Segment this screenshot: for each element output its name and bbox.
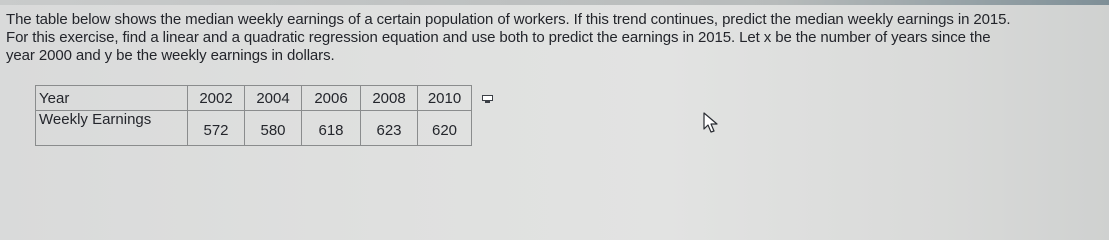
earnings-cell: 618 (302, 111, 361, 146)
earnings-cell: 572 (188, 111, 245, 146)
year-cell: 2004 (245, 86, 302, 111)
year-cell: 2008 (361, 86, 418, 111)
window-top-strip (0, 0, 1109, 5)
year-row (36, 86, 472, 111)
copy-data-icon[interactable] (482, 91, 493, 100)
earnings-cell: 580 (245, 111, 302, 146)
problem-line-2: For this exercise, find a linear and a quadratic regression equation and use both to predict the earnings in 2015. Let x be the number of years since the (6, 29, 991, 46)
earnings-cell: 623 (361, 111, 418, 146)
earnings-table (35, 85, 472, 146)
year-header: Year (36, 86, 188, 111)
year-cell: 2010 (418, 86, 472, 111)
cropped-text-fragment (38, 140, 138, 146)
earnings-cell: 620 (418, 111, 472, 146)
problem-statement (6, 11, 1101, 65)
mouse-pointer-icon (702, 112, 720, 134)
year-cell: 2006 (302, 86, 361, 111)
earnings-header: Weekly Earnings (36, 111, 188, 146)
problem-line-3: year 2000 and y be the weekly earnings in dollars. (6, 47, 335, 64)
year-cell: 2002 (188, 86, 245, 111)
problem-line-1: The table below shows the median weekly earnings of a certain population of workers. If this trend continues, predict the median weekly earnings in 2015. (6, 11, 1011, 28)
